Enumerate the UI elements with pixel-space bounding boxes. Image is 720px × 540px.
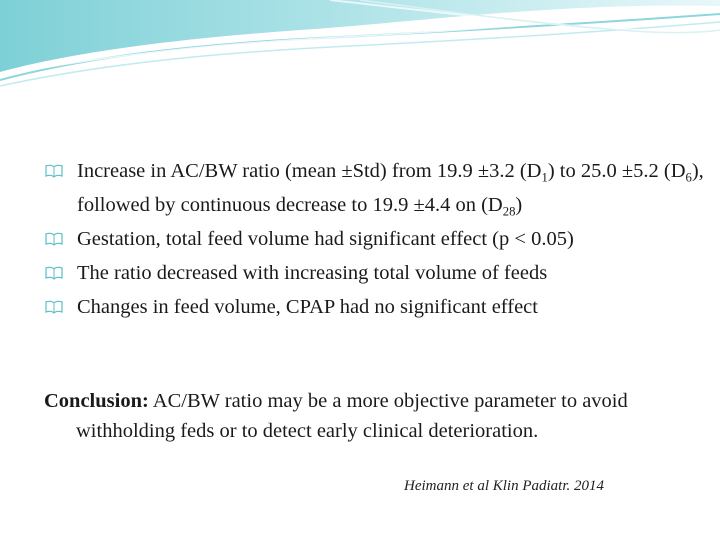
open-book-icon: [44, 290, 64, 324]
bullet-text: Increase in AC/BW ratio (mean ±Std) from 19.9 ±3.2 $(D_1)$ to 25.0 ±5.2 $(D_6)$, followed by continuous decrease to 19.9 ±4.4 on $(D_{28})$: [77, 160, 704, 219]
bullet-item: [44, 154, 704, 222]
conclusion-paragraph: [44, 386, 720, 446]
citation: Heimann et al Klin Padiatr. 2014: [404, 478, 604, 494]
bullet-text: Changes in feed volume, CPAP had no significant effect: [77, 296, 538, 318]
bullet-text: Gestation, total feed volume had significant effect (p < 0.05): [77, 228, 574, 250]
header-wave-decoration: [0, 0, 720, 90]
bullet-list: [44, 154, 704, 324]
bullet-text: The ratio decreased with increasing total volume of feeds: [77, 262, 548, 284]
conclusion-label: Conclusion:: [44, 390, 149, 412]
bullet-item: [44, 256, 704, 290]
open-book-icon: [44, 256, 64, 290]
bullet-item: [44, 290, 704, 324]
conclusion-text: AC/BW ratio may be a more objective parameter to avoid withholding feds or to detect early clinical deterioration.: [76, 390, 628, 442]
bullet-item: [44, 222, 704, 256]
open-book-icon: [44, 154, 64, 188]
open-book-icon: [44, 222, 64, 256]
